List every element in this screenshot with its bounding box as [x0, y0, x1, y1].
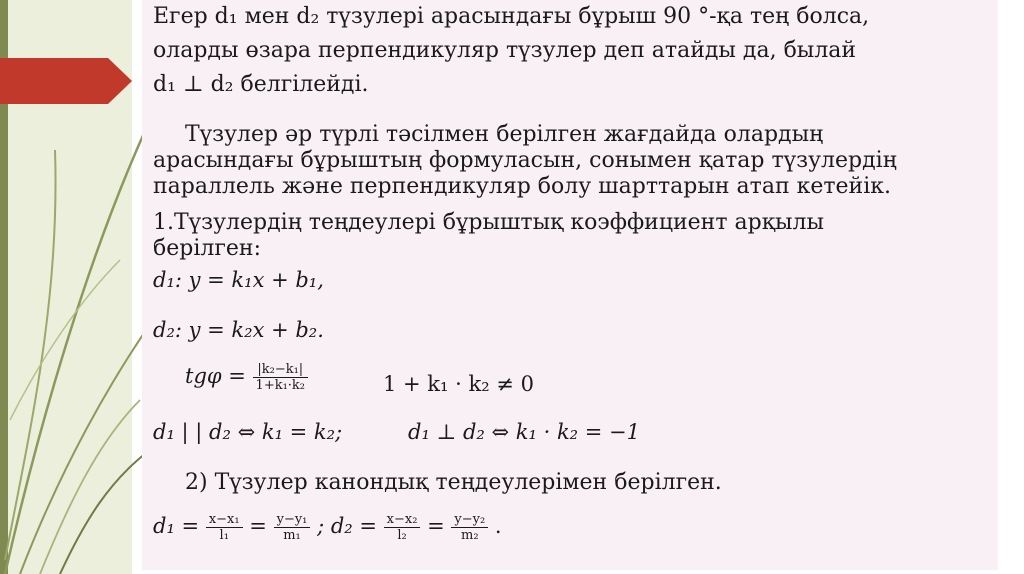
formula-d1-text: d₁: y = k₁x + b₁,: [153, 268, 324, 292]
section1-line1: 1.Түзулердің теңдеулері бұрыштық коэффициент арқылы: [153, 210, 825, 235]
formula-tangent: [185, 362, 308, 393]
nonzero-text: 1 + k₁ · k₂ ≠ 0: [383, 372, 534, 396]
paragraph2-line1: Түзулер әр түрлі тәсілмен берілген жағдайда олардың: [185, 122, 824, 147]
parallel-text: d₁ | | d₂ ⇔ k₁ = k₂;: [153, 420, 343, 444]
canon-f1-den: l₁: [219, 528, 229, 543]
paragraph1-line1: Егер d₁ мен d₂ түзулері арасындағы бұрыш 90 °-қа тең болса,: [153, 4, 870, 29]
formula-canonical: [153, 512, 502, 543]
canon-f4-num: y−y₂: [451, 512, 488, 528]
canon-f4-den: m₂: [461, 528, 479, 543]
section1-line2: берілген:: [153, 236, 261, 261]
tangent-denominator: 1+k₁·k₂: [255, 378, 306, 393]
paragraph2-line3: параллель және перпендикуляр болу шарттарын атап кетейік.: [153, 174, 891, 199]
paragraph1-line2: оларды өзара перпендикуляр түзулер деп атайды да, былай: [153, 38, 857, 63]
formula-d2: [153, 318, 324, 342]
canon-f1-num: x−x₁: [206, 512, 243, 528]
paragraph1-line3: d₁ ⊥ d₂ белгілейді.: [153, 72, 369, 97]
tangent-lhs: tgφ =: [185, 364, 246, 388]
formula-d2-text: d₂: y = k₂x + b₂.: [153, 318, 324, 342]
red-arrow-icon: [0, 58, 132, 104]
canon-end: .: [494, 514, 502, 538]
canon-f3-num: x−x₂: [384, 512, 421, 528]
canon-d1-lhs: d₁ =: [153, 514, 200, 538]
formula-parallel: [153, 420, 342, 444]
canon-f2-num: y−y₁: [274, 512, 311, 528]
tangent-numerator: |k₂−k₁|: [253, 362, 308, 378]
formula-d1: [153, 268, 324, 292]
canon-separator: ; d₂ =: [317, 514, 377, 538]
canon-fraction-4: [451, 512, 488, 543]
canon-fraction-2: [274, 512, 311, 543]
perpendicular-text: d₁ ⊥ d₂ ⇔ k₁ · k₂ = −1: [408, 420, 640, 444]
canon-f2-den: m₁: [283, 528, 301, 543]
canon-eq-1: =: [249, 514, 267, 538]
formula-perpendicular: [408, 420, 640, 444]
formula-nonzero-condition: [383, 372, 534, 396]
section2-line1: 2) Түзулер канондық теңдеулерімен берілген.: [185, 470, 722, 495]
paragraph2-line2: арасындағы бұрыштың формуласын, сонымен қатар түзулердің: [153, 148, 897, 173]
canon-fraction-1: [206, 512, 243, 543]
canon-eq-2: =: [427, 514, 445, 538]
tangent-fraction: [253, 362, 308, 393]
canon-f3-den: l₂: [397, 528, 407, 543]
canon-fraction-3: [384, 512, 421, 543]
